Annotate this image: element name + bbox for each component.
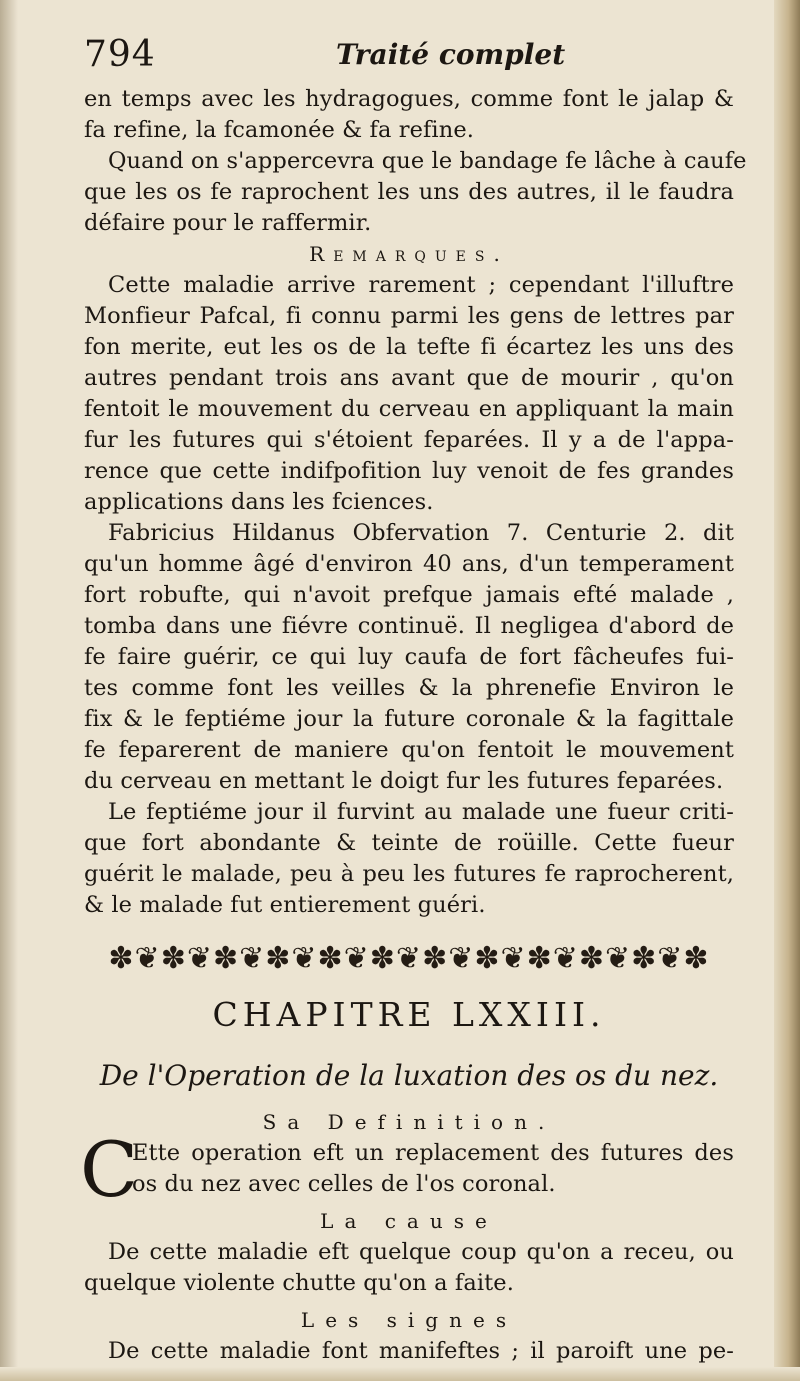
text-line: De cette maladie eft quelque coup qu'on a receu, ou [108,1239,734,1265]
drop-cap: C [80,1125,139,1214]
book-spine [774,0,800,1381]
running-head [84,34,734,84]
text-line: & le malade fut entierement guéri. [84,892,486,918]
text-line: fa refine, la fcamonée & fa refine. [84,117,474,143]
text-line: Fabricius Hildanus Obfervation 7. Centurie 2. dit [108,520,734,546]
book-page [80,34,747,1367]
text-line: fe faire guérir, ce qui luy caufa de fort fâcheufes fui- [84,644,734,670]
text-line: guérit le malade, peu à peu les futures fe raprocherent, [84,861,734,887]
text-line: tomba dans une fiévre continuë. Il negligea d'abord de [84,613,734,639]
text-line: que les os fe raprochent les uns des autres, il le faudra [84,179,734,205]
text-line: tes comme font les veilles & la phrenefie Environ le [84,675,734,701]
text-line: autres pendant trois ans avant que de mourir , qu'on [84,365,734,391]
page-bottom-edge [0,1367,800,1381]
text-block-signes [84,1336,734,1367]
text-line: Quand on s'appercevra que le bandage fe lâche à caufe [108,148,747,174]
text-line: fe feparerent de maniere qu'on fentoit le mouvement [84,737,734,763]
text-line: rence que cette indifpofition luy venoit de fes grandes [84,458,734,484]
text-line: fur les futures qui s'étoient feparées. Il y a de l'appa- [84,427,734,453]
text-line: que fort abondante & teinte de roüille. Cette fueur [84,830,734,856]
text-line: défaire pour le raffermir. [84,210,372,236]
text-line: qu'un homme âgé d'environ 40 ans, d'un temperament [84,551,734,577]
text-line: fix & le feptiéme jour la future coronale & la fagittale [84,706,734,732]
text-line: De cette maladie font manifeftes ; il paroift une pe- [108,1338,734,1364]
page-number: 794 [84,34,156,75]
text-line: Monfieur Pafcal, fi connu parmi les gens de lettres par [84,303,734,329]
chapter-title: CHAPITRE LXXIII. [212,995,606,1034]
text-line: en temps avec les hydragogues, comme font le jalap & [84,86,734,112]
text-line: quelque violente chutte qu'on a faite. [84,1270,514,1296]
text-line: fon merite, eut les os de la tefte fi écartez les uns des [84,334,734,360]
chapter-subtitle: De l'Operation de la luxation des os du nez. [99,1059,719,1092]
definition-lines [84,1138,734,1200]
text-line: applications dans les fciences. [84,489,434,515]
page-edge-shadow [0,0,18,1381]
text-block-cause [84,1237,734,1299]
text-line: Ette operation eft un replacement des futures des [132,1140,734,1166]
text-line: fentoit le mouvement du cerveau en appliquant la main [84,396,734,422]
text-block-remarques [84,270,734,921]
text-line: fort robufte, qui n'avoit prefque jamais efté malade , [84,582,734,608]
cause-heading: La cause [320,1209,498,1233]
text-block-top [84,84,747,239]
definition-paragraph [80,1125,734,1214]
text-line: du cerveau en mettant le doigt fur les futures feparées. [84,768,724,794]
text-line: os du nez avec celles de l'os coronal. [132,1171,556,1197]
ornament-band: ✽❦✽❦✽❦✽❦✽❦✽❦✽❦✽❦✽❦✽❦✽❦✽ [108,941,710,976]
text-line: Le feptiéme jour il furvint au malade une fueur criti- [108,799,734,825]
text-line: Cette maladie arrive rarement ; cependant l'illuftre [108,272,734,298]
signes-heading: Les signes [300,1308,518,1332]
definition-heading: Sa Definition. [262,1110,556,1134]
remarques-heading: Remarques. [309,242,509,266]
running-title: Traité complet [336,38,566,71]
